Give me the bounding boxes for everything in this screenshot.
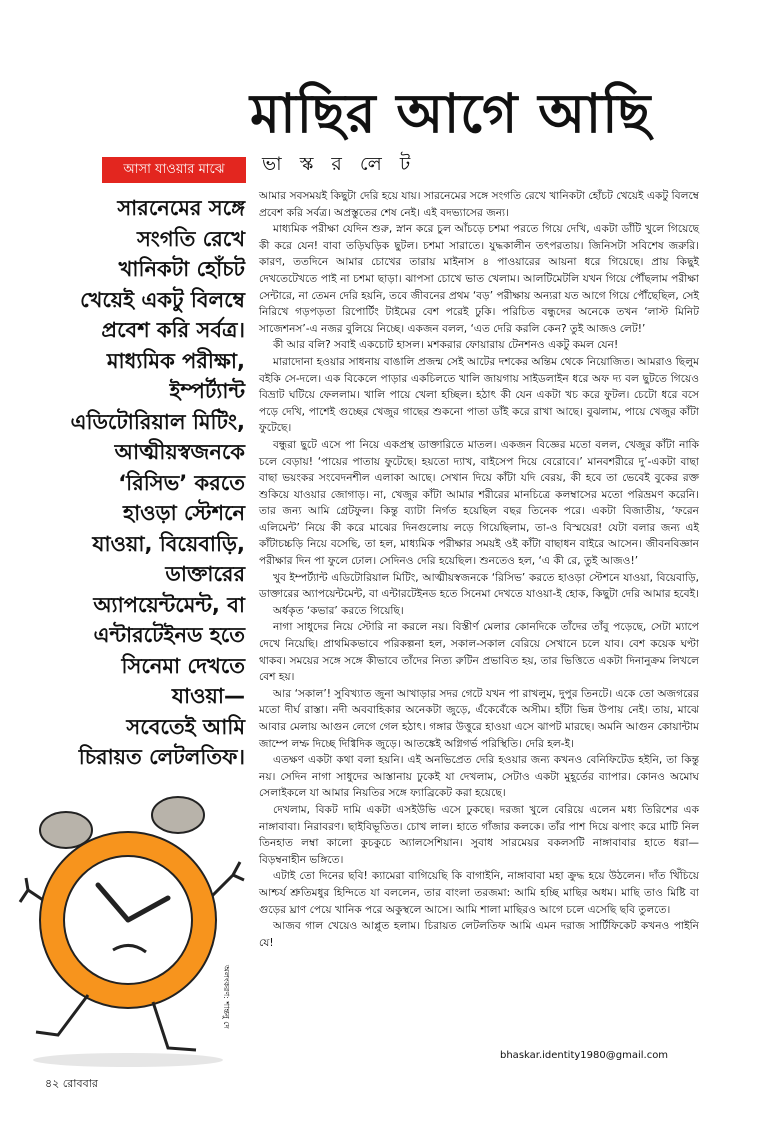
- pull-quote-line: সারনেমের সঙ্গে: [117, 196, 245, 220]
- body-paragraph: মারাদোনা হওয়ার সাধনায় বাঙালি প্রজন্ম সেই আটের দশকের অন্তিম থেকে নিয়োজিত। আমরাও ছিলুম বইকি সে-দলে। এক বিকেলে পাড়ার একচিলতে খালি জায়গায় সাইডলাইন ধরে অফ দ্য বল ছুটতে গিয়েও বিভ্রাট ঘটিয়ে ফেললাম। খালি পায়ে খেলা হচ্ছিল। হঠাৎ কী যেন একটা খচ করে ফুটল। চেটো ধরে বসে পড়ে দেখি, পাশেই গুচ্ছের খেজুর গাছের শুকনো পাতা ডাঁই করে রাখা আছে। বুঝলাম, পায়ে খেজুর কাঁটা ফুটেছে।: [259, 355, 699, 435]
- body-paragraph: আমার সবসময়ই কিছুটা দেরি হয়ে যায়। সারনেমের সঙ্গে সংগতি রেখে খানিকটা হোঁচট খেয়েই একটু বিলম্বে প্রবেশ করি সর্বত্র। অপ্রস্তুতের শেষ নেই। এই বদভ্যাসের জন্য।: [259, 190, 699, 219]
- pull-quote-line: খানিকটা হোঁচট: [118, 257, 245, 281]
- pull-quote-line: যাওয়া—: [171, 684, 245, 708]
- article-body: [259, 188, 699, 951]
- body-paragraph: বন্ধুরা ছুটে এসে পা নিয়ে একপ্রস্থ ডাক্তারিতে মাতল। একজন বিজ্ঞের মতো বলল, খেজুর কাঁটা নাকি চলে বেড়ায়! ‘পায়ের পাতায় ফুটেছে। হয়তো দ্যাখ, বাইসেপ দিয়ে বেরোবে।’ মানবশরীরে দু’-একটা বাছা বাছা ভয়ংকর সংবেদনশীল এলাকা আছে। সেখান দিয়ে কাঁটা যদি বেরয়, কী হবে তা ভেবেই বুকের রক্ত শুকিয়ে যাওয়ার জোগাড়। না, খেজুর কাঁটা আমার শরীরের মানচিত্রে কলম্বাসের মতো পরিভ্রমণ করেনি। তার জন্য আমি গ্রেটফুল। কিন্তু ব্যাটা নির্গত হয়েছিল বছর তিনেক পরে। একটা বিজাতীয়, ‘ফরেন এলিমেন্ট’ নিয়ে কী করে মাঝের দিনগুলোয় লড়ে গিয়েছিলাম, তা-ও বিস্ময়ের! যেটা বলার জন্য এই কাঁটাচচ্চড়ি নিয়ে বসেছি, তা হল, মাধ্যমিক পরীক্ষার সময়ই ওই কাঁটা বাছাধন বাইরে আসেন। জীবনবিজ্ঞান পরীক্ষার দিন পা ফুলে ঢোল। সেদিনও দেরি হয়েছিল। শুনতেও হল, ‘এ কী রে, তুই আজও!’: [259, 438, 699, 568]
- body-paragraph: নাগা সাধুদের নিয়ে স্টোরি না করলে নয়। বিস্তীর্ণ মেলার কোনদিকে তাঁদের তাঁবু পড়েছে, সেটা ম্যাপে দেখে নিয়েছি। প্রাথমিকভাবে পরিকল্পনা হল, সকাল-সকাল বেরিয়ে সেখানে চলে যাব। বেশ কয়েক ঘণ্টা থাকব। সময়ের সঙ্গে সঙ্গে কীভাবে তাঁদের নিত্য রুটিন প্রভাবিত হয়, তার ভিত্তিতে একটা দিনানুক্রম লিখলে বেশ হয়।: [259, 621, 699, 684]
- pull-quote-line: সবেতেই আমি: [126, 714, 245, 739]
- body-paragraph: মাধ্যমিক পরীক্ষা যেদিন শুরু, স্নান করে চুল আঁচড়ে চশমা পরতে গিয়ে দেখি, একটা ডাঁটি খুলে গিয়েছে কী করে যেন! বাবা তড়িঘড়িক ছুটল। চশমা সারাতে। যুদ্ধকালীন তৎপরতায়। জিনিসটা সবিশেষ জরুরি। কারণ, ততদিনে আমার চোখের তারায় মাইনাস ৪ পাওয়ারের আয়না ধরে গিয়েছে। প্রায় কিছুই দেখতেটেখতে পাই না চশমা ছাড়া। ঝাপসা চোখে ভাত খেলাম। আলটিমেটলি যখন গিয়ে পৌঁছলাম পরীক্ষা সেন্টারে, না তেমন দেরি হয়নি, তবে জীবনের প্রথম ‘বড়’ পরীক্ষায় অন্যরা যত আগে গিয়ে পৌঁছেছিল, সেই নিরিখে গড়পড়তা রিপোর্টিং টাইমের বেশ পরেই ঢুকি। পরিচিত বন্ধুদের অনেকে তখন ‘লাস্ট মিনিট সাজেশনস’-এ নজর বুলিয়ে নিচ্ছে। একজন বলল, ‘এত দেরি করলি কেন? তুই আজও লেট!’: [259, 223, 699, 335]
- pull-quote-line: ‘রিসিভ’ করতে: [118, 470, 245, 495]
- pull-quote-line: হাওড়া স্টেশনে: [123, 501, 245, 525]
- body-paragraph: এটাই তো দিনের ছবি! ক্যামেরা বাগিয়েছি কি বাগাইনি, নাঙ্গাবাবা মহা ক্রুদ্ধ হয়ে উঠলেন। দাঁত খিঁচিয়ে আশ্চর্য শ্রুতিমধুর হিন্দিতে যা বললেন, তার বাংলা তরজমা: আমি হচ্ছি মাছির অধম। মাছি তাও মিষ্টি বা গুড়ের ঘ্রাণ পেয়ে খানিক পরে অকুস্থলে আসে। আমি শালা মাছিরও আগে চলে এসেছি ছবি তুলতে।: [259, 870, 699, 916]
- pull-quote-line: যাওয়া, বিয়েবাড়ি,: [92, 531, 245, 556]
- body-paragraph: দেখলাম, বিকট দামি একটা এসইউভি এসে ঢুকছে। দরজা খুলে বেরিয়ে এলেন মধ্য তিরিশের এক নাঙ্গাবাবা। নিরাবরণ। ছাইবিভূতিত। চোখ লাল। হাতে গাঁজার কলকে। তাঁর পাশ দিয়ে ঝপাং করে মাটি নিল তিনহাত লম্বা কালো কুচকুচে অ্যালসেশিয়ান। সুবাধ সারমেয়র বকলসটি নাঙ্গাবাবার হাতে ধরা— বিড়ম্বনাহীন ভঙ্গিতে।: [259, 803, 699, 866]
- pull-quote-line: মাধ্যমিক পরীক্ষা,: [106, 348, 245, 373]
- body-paragraph: কী আর বলি? সবাই একচোট হাসল। মশকরার ফোয়ারায় টেনশনও একটু কমল যেন!: [273, 339, 619, 352]
- pull-quote-line: ইম্পর্ট্যান্ট: [169, 379, 245, 403]
- body-paragraph: আজব গাল খেয়েও আপ্লুত হলাম। চিরায়ত লেটলতিফ আমি এমন দরাজ সার্টিফিকেট কখনও পাইনি যে!: [259, 920, 699, 949]
- ground-shadow: [33, 1053, 223, 1067]
- right-leg: [153, 1002, 196, 1050]
- pull-quote-line: এন্টারটেইনড হতে: [93, 623, 245, 647]
- author-name: ভা স্ক র লে ট: [262, 153, 417, 175]
- body-paragraph: আর ‘সকাল’! সুবিখ্যাত জুনা আখাড়ার সদর গেটে যখন পা রাখলুম, দুপুর তিনটে। একে তো অজগরের মতো দীর্ঘ রাস্তা। নদী অববাহিকার অনেকটা জুড়ে, এঁকেবেঁকে অসীম। হাঁটা ভিন্ন উপায় নেই। তায়, মাঝে আবার মেলায় আগুন লেগে গেল হঠাৎ। গঙ্গার উত্তুরে হাওয়া এসে ঝাপট মারছে। অমনি আগুন কোয়ান্টাম জাম্পে লম্ফ দিচ্ছে দিগ্বিদিক জুড়ে। আতঙ্কেই অগ্নিগর্ভ পরিস্থিতি। দেরি হল-ই।: [259, 687, 699, 750]
- pull-quote-line: সংগতি রেখে: [136, 226, 245, 251]
- pull-quote-line: এডিটোরিয়াল মিটিং,: [70, 409, 245, 434]
- pull-quote-line: অ্যাপয়েন্টমেন্ট, বা: [93, 592, 245, 617]
- page-folio: ৪২ রোববার: [45, 1077, 98, 1090]
- article-title: মাছির আগে আছি: [250, 81, 652, 145]
- body-paragraph: খুব ইম্পর্ট্যান্ট এডিটোরিয়াল মিটিং, আত্মীয়স্বজনকে ‘রিসিভ’ করতে হাওড়া স্টেশনে যাওয়া, বিয়েবাড়ি, ডাক্তারের অ্যাপয়েন্টমেন্ট, বা এন্টারটেইনড হতে সিনেমা দেখতে যাওয়া-ই হোক, কিছুটা দেরি আমার হবেই।: [259, 571, 699, 601]
- pull-quote: [70, 193, 245, 773]
- author-email: bhaskar.identity1980@gmail.com: [500, 1050, 669, 1061]
- bell-right: [152, 797, 204, 833]
- pull-quote-line: প্রবেশ করি সর্বত্র।: [101, 318, 245, 342]
- alarm-clock-illustration: [18, 770, 248, 1070]
- body-paragraph: এতক্ষণ একটা কথা বলা হয়নি। এই অনভিপ্রেত দেরি হওয়ার জন্য কখনও বেনিফিটেড হইনি, তা কিন্তু নয়। সেদিন নাগা সাধুদের আস্তানায় ঢুকেই যা দেখলাম, সেটাও একটা মুহূর্তের ব্যাপার। কোনও অমোঘ সেলাইকলে যা আমার নিয়তির সঙ্গে ফ্যাব্রিকেট করা হয়েছে।: [259, 754, 699, 800]
- illustration-credit: অলংকরণ: শান্তনু দে: [222, 965, 231, 1029]
- pull-quote-line: খেয়েই একটু বিলম্বে: [80, 287, 245, 312]
- right-arm: [208, 862, 244, 900]
- pull-quote-line: চিরায়ত লেটলতিফ।: [78, 745, 245, 769]
- pull-quote-line: ডাক্তারের: [165, 562, 245, 586]
- body-paragraph: অর্ধকৃত ‘কভার’ করতে গিয়েছি।: [273, 604, 404, 617]
- category-label: আসা যাওয়ার মাঝে: [102, 157, 246, 183]
- left-leg: [36, 995, 88, 1035]
- pull-quote-line: আত্মীয়স্বজনকে: [114, 440, 245, 464]
- pull-quote-line: সিনেমা দেখতে: [121, 653, 245, 678]
